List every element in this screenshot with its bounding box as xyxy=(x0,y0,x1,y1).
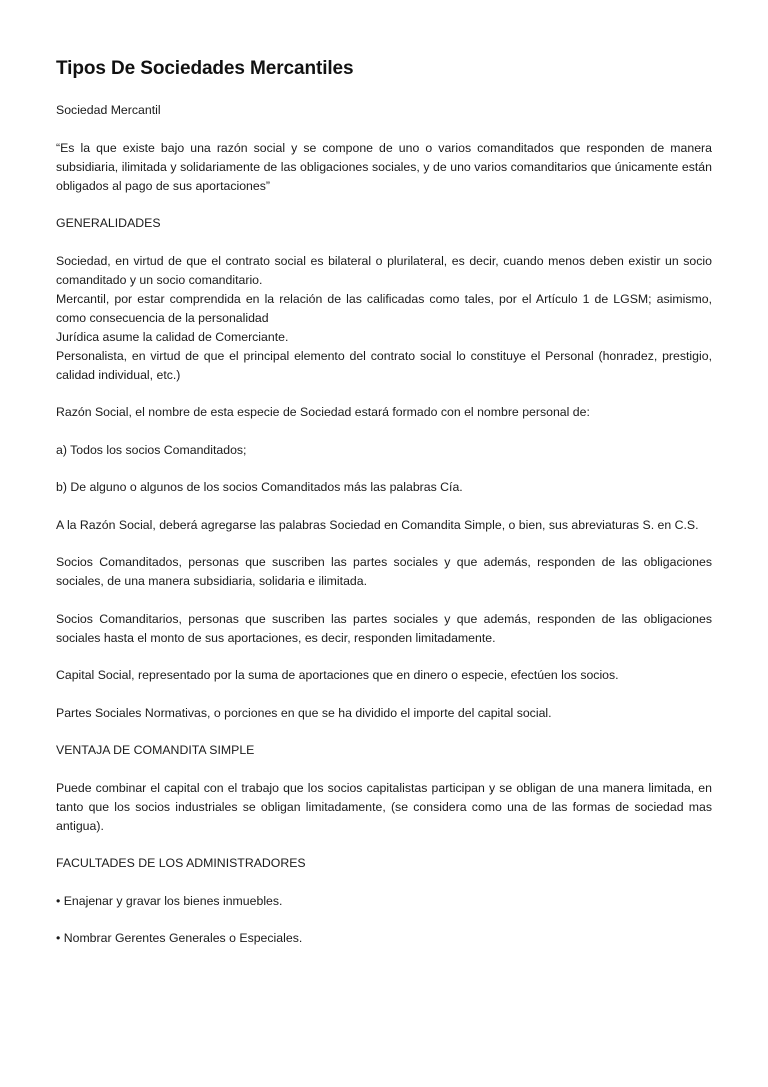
heading-facultades: FACULTADES DE LOS ADMINISTRADORES xyxy=(56,856,306,870)
definition-paragraph: “Es la que existe bajo una razón social y se compone de uno o varios comanditados que responden de manera subsidiaria, ilimitada y solidariamente de las obligaciones sociales, y de uno varios comanditarios que únicamente están obligados al pago de sus aportaciones” xyxy=(56,140,712,193)
razon-social-item-b: b) De alguno o algunos de los socios Comanditados más las palabras Cía. xyxy=(56,480,463,494)
facultad-item-2: • Nombrar Gerentes Generales o Especiales. xyxy=(56,931,303,945)
razon-social-paragraph: Razón Social, el nombre de esta especie de Sociedad estará formado con el nombre personal de: xyxy=(56,405,590,419)
socios-comanditados-paragraph: Socios Comanditados, personas que suscriben las partes sociales y que además, responden de las obligaciones sociales, de una manera subsidiaria, solidaria e ilimitada. xyxy=(56,555,712,588)
document-title: Tipos De Sociedades Mercantiles xyxy=(56,58,354,79)
facultad-item-1: • Enajenar y gravar los bienes inmuebles. xyxy=(56,893,283,908)
generalidades-paragraph xyxy=(56,252,712,385)
capital-social-paragraph: Capital Social, representado por la suma de aportaciones que en dinero o especie, efectúen los socios. xyxy=(56,668,619,682)
socios-comanditarios-paragraph: Socios Comanditarios, personas que suscriben las partes sociales y que además, responden de las obligaciones sociales hasta el monto de sus aportaciones, es decir, responden limitadamente. xyxy=(56,611,712,645)
generalidades-sociedad: Sociedad, en virtud de que el contrato social es bilateral o plurilateral, es decir, cuando menos deben existir un socio comanditado y un socio comanditario. xyxy=(56,253,712,287)
partes-sociales-paragraph: Partes Sociales Normativas, o porciones en que se ha dividido el importe del capital social. xyxy=(56,705,552,720)
razon-social-item-a: a) Todos los socios Comanditados; xyxy=(56,442,247,457)
subtitle: Sociedad Mercantil xyxy=(56,103,161,117)
abreviaturas-paragraph: A la Razón Social, deberá agregarse las palabras Sociedad en Comandita Simple, o bien, sus abreviaturas S. en C.S. xyxy=(56,517,699,532)
generalidades-personalista: Personalista, en virtud de que el principal elemento del contrato social lo constituye el Personal (honradez, prestigio, calidad individual, etc.) xyxy=(56,348,712,382)
heading-ventaja: VENTAJA DE COMANDITA SIMPLE xyxy=(56,743,255,757)
generalidades-mercantil: Mercantil, por estar comprendida en la relación de las calificadas como tales, por el Artículo 1 de LGSM; asimismo, como consecuencia de la personalidad xyxy=(56,291,712,325)
ventaja-paragraph: Puede combinar el capital con el trabajo que los socios capitalistas participan y se obligan de una manera limitada, en tanto que los socios industriales se obligan limitadamente, (se considera como una de las formas de sociedad mas antigua). xyxy=(56,780,712,833)
generalidades-juridica: Jurídica asume la calidad de Comerciante. xyxy=(56,329,289,344)
heading-generalidades: GENERALIDADES xyxy=(56,216,161,230)
